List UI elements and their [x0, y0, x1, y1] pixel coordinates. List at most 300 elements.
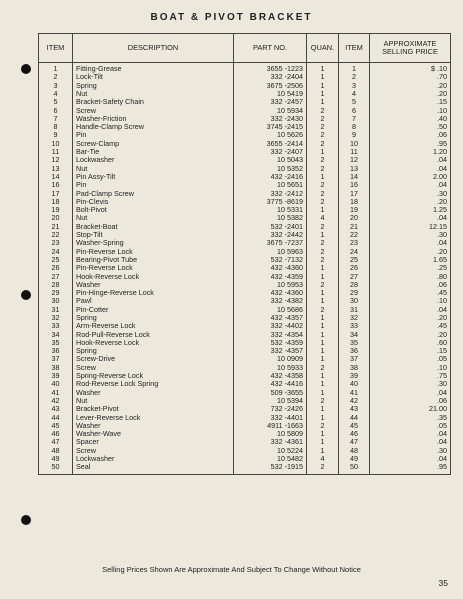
part-number-cell: 10 5963: [234, 248, 307, 256]
item-cell-2: 22: [339, 231, 370, 239]
header-part-no: PART NO.: [234, 34, 307, 63]
price-cell: .15: [370, 98, 451, 106]
quantity-cell: 1: [307, 347, 339, 355]
item-cell-2: 11: [339, 148, 370, 156]
description-cell: Nut: [73, 90, 234, 98]
item-cell: 42: [39, 397, 73, 405]
part-number-cell: 10 5809: [234, 430, 307, 438]
price-cell: .15: [370, 347, 451, 355]
part-number-cell: 3675 -7237: [234, 239, 307, 247]
part-number-cell: 332 -4357: [234, 347, 307, 355]
description-cell: Nut: [73, 165, 234, 173]
quantity-cell: 2: [307, 463, 339, 474]
part-number-cell: 332 -2412: [234, 189, 307, 197]
price-cell: 1.25: [370, 206, 451, 214]
quantity-cell: 1: [307, 297, 339, 305]
item-cell: 37: [39, 355, 73, 363]
item-cell-2: 5: [339, 98, 370, 106]
item-cell-2: 49: [339, 455, 370, 463]
part-number-cell: 332 -2404: [234, 73, 307, 81]
quantity-cell: 4: [307, 455, 339, 463]
description-cell: Spring: [73, 82, 234, 90]
item-cell: 7: [39, 115, 73, 123]
table-row: [39, 389, 451, 397]
page-number: 35: [438, 578, 448, 588]
item-cell-2: 3: [339, 82, 370, 90]
table-row: [39, 364, 451, 372]
item-cell-2: 47: [339, 438, 370, 446]
description-cell: Bracket-Safety Chain: [73, 98, 234, 106]
item-cell-2: 2: [339, 73, 370, 81]
table-row: [39, 63, 451, 74]
table-row: [39, 156, 451, 164]
quantity-cell: 4: [307, 214, 339, 222]
part-number-cell: 432 -4358: [234, 372, 307, 380]
item-cell-2: 25: [339, 256, 370, 264]
item-cell: 38: [39, 364, 73, 372]
price-cell: .10: [370, 106, 451, 114]
description-cell: Pin: [73, 181, 234, 189]
item-cell-2: 7: [339, 115, 370, 123]
item-cell: 44: [39, 413, 73, 421]
item-cell: 28: [39, 281, 73, 289]
description-cell: Lever-Reverse Lock: [73, 413, 234, 421]
item-cell: 35: [39, 339, 73, 347]
quantity-cell: 2: [307, 198, 339, 206]
item-cell-2: 26: [339, 264, 370, 272]
price-cell: .04: [370, 214, 451, 222]
item-cell: 8: [39, 123, 73, 131]
price-cell: .04: [370, 430, 451, 438]
quantity-cell: 2: [307, 364, 339, 372]
item-cell-2: 23: [339, 239, 370, 247]
part-number-cell: 432 -2416: [234, 173, 307, 181]
part-number-cell: 10 5953: [234, 281, 307, 289]
quantity-cell: 2: [307, 306, 339, 314]
quantity-cell: 1: [307, 82, 339, 90]
price-cell: .45: [370, 289, 451, 297]
quantity-cell: 2: [307, 156, 339, 164]
price-cell: 21.00: [370, 405, 451, 413]
binder-hole-bottom: [21, 515, 31, 525]
price-cell: .20: [370, 331, 451, 339]
item-cell: 19: [39, 206, 73, 214]
description-cell: Stop-Tilt: [73, 231, 234, 239]
quantity-cell: 2: [307, 131, 339, 139]
description-cell: Seal: [73, 463, 234, 474]
part-number-cell: 332 -4402: [234, 322, 307, 330]
description-cell: Washer: [73, 422, 234, 430]
parts-table: [38, 33, 451, 475]
table-row: [39, 430, 451, 438]
price-cell: .60: [370, 339, 451, 347]
table-row: [39, 297, 451, 305]
table-row: [39, 272, 451, 280]
item-cell: 14: [39, 173, 73, 181]
quantity-cell: 2: [307, 140, 339, 148]
price-cell: .04: [370, 181, 451, 189]
item-cell-2: 27: [339, 272, 370, 280]
price-cell: .20: [370, 314, 451, 322]
item-cell: 9: [39, 131, 73, 139]
quantity-cell: 1: [307, 438, 339, 446]
part-number-cell: 332 -4382: [234, 297, 307, 305]
part-number-cell: 3775 -8619: [234, 198, 307, 206]
table-row: [39, 140, 451, 148]
price-cell: .20: [370, 248, 451, 256]
part-number-cell: 10 5482: [234, 455, 307, 463]
item-cell-2: 17: [339, 189, 370, 197]
part-number-cell: 509 -3655: [234, 389, 307, 397]
quantity-cell: 1: [307, 372, 339, 380]
item-cell-2: 6: [339, 106, 370, 114]
quantity-cell: 2: [307, 165, 339, 173]
description-cell: Bracket-Boat: [73, 223, 234, 231]
table-row: [39, 256, 451, 264]
price-cell: .30: [370, 447, 451, 455]
quantity-cell: 2: [307, 115, 339, 123]
item-cell: 10: [39, 140, 73, 148]
price-cell: .20: [370, 82, 451, 90]
item-cell-2: 34: [339, 331, 370, 339]
table-row: [39, 438, 451, 446]
quantity-cell: 1: [307, 98, 339, 106]
item-cell: 5: [39, 98, 73, 106]
price-cell: 1.65: [370, 256, 451, 264]
table-row: [39, 165, 451, 173]
page-title: BOAT & PIVOT BRACKET: [150, 12, 313, 23]
quantity-cell: 1: [307, 339, 339, 347]
quantity-cell: 1: [307, 380, 339, 388]
price-cell: 1.20: [370, 148, 451, 156]
binder-hole-middle: [21, 290, 31, 300]
table-row: [39, 73, 451, 81]
part-number-cell: 532 -4359: [234, 339, 307, 347]
quantity-cell: 1: [307, 289, 339, 297]
item-cell-2: 44: [339, 413, 370, 421]
description-cell: Bar-Tie: [73, 148, 234, 156]
price-cell: 2.00: [370, 173, 451, 181]
part-number-cell: 10 5651: [234, 181, 307, 189]
quantity-cell: 2: [307, 223, 339, 231]
part-number-cell: 332 -4354: [234, 331, 307, 339]
description-cell: Washer: [73, 281, 234, 289]
price-cell: .06: [370, 281, 451, 289]
item-cell: 40: [39, 380, 73, 388]
table-row: [39, 123, 451, 131]
description-cell: Screw-Clamp: [73, 140, 234, 148]
description-cell: Pin-Reverse Lock: [73, 264, 234, 272]
price-cell: .06: [370, 397, 451, 405]
part-number-cell: 10 5224: [234, 447, 307, 455]
description-cell: Spring: [73, 347, 234, 355]
quantity-cell: 2: [307, 106, 339, 114]
quantity-cell: 1: [307, 389, 339, 397]
table-row: [39, 239, 451, 247]
quantity-cell: 1: [307, 90, 339, 98]
item-cell-2: 43: [339, 405, 370, 413]
table-row: [39, 314, 451, 322]
table-row: [39, 98, 451, 106]
part-number-cell: 10 5394: [234, 397, 307, 405]
price-cell: .30: [370, 380, 451, 388]
item-cell-2: 38: [339, 364, 370, 372]
quantity-cell: 1: [307, 173, 339, 181]
part-number-cell: 332 -2457: [234, 98, 307, 106]
part-number-cell: 10 5626: [234, 131, 307, 139]
item-cell: 20: [39, 214, 73, 222]
description-cell: Bolt-Pivot: [73, 206, 234, 214]
item-cell: 11: [39, 148, 73, 156]
table-row: [39, 372, 451, 380]
item-cell: 12: [39, 156, 73, 164]
quantity-cell: 1: [307, 206, 339, 214]
item-cell-2: 21: [339, 223, 370, 231]
part-number-cell: 10 5933: [234, 364, 307, 372]
description-cell: Bracket-Pivot: [73, 405, 234, 413]
part-number-cell: 3655 -1223: [234, 63, 307, 74]
item-cell: 33: [39, 322, 73, 330]
description-cell: Bearing-Pivot Tube: [73, 256, 234, 264]
table-row: [39, 106, 451, 114]
quantity-cell: 1: [307, 413, 339, 421]
item-cell: 49: [39, 455, 73, 463]
description-cell: Lockwasher: [73, 156, 234, 164]
quantity-cell: 2: [307, 248, 339, 256]
header-item: ITEM: [39, 34, 73, 63]
table-row: [39, 264, 451, 272]
description-cell: Nut: [73, 397, 234, 405]
item-cell: 46: [39, 430, 73, 438]
description-cell: Pin-Clevis: [73, 198, 234, 206]
item-cell: 17: [39, 189, 73, 197]
description-cell: Screw: [73, 364, 234, 372]
part-number-cell: 532 -2401: [234, 223, 307, 231]
quantity-cell: 2: [307, 239, 339, 247]
item-cell: 34: [39, 331, 73, 339]
table-row: [39, 331, 451, 339]
item-cell: 21: [39, 223, 73, 231]
item-cell: 32: [39, 314, 73, 322]
quantity-cell: 2: [307, 281, 339, 289]
description-cell: Pin-Reverse Lock: [73, 248, 234, 256]
item-cell: 22: [39, 231, 73, 239]
item-cell-2: 39: [339, 372, 370, 380]
part-number-cell: 10 5419: [234, 90, 307, 98]
description-cell: Pin Assy-Tilt: [73, 173, 234, 181]
table-row: [39, 248, 451, 256]
price-cell: .35: [370, 413, 451, 421]
item-cell-2: 48: [339, 447, 370, 455]
quantity-cell: 1: [307, 272, 339, 280]
table-row: [39, 82, 451, 90]
quantity-cell: 1: [307, 447, 339, 455]
table-row: [39, 189, 451, 197]
description-cell: Washer-Spring: [73, 239, 234, 247]
item-cell-2: 46: [339, 430, 370, 438]
item-cell-2: 37: [339, 355, 370, 363]
part-number-cell: 432 -4357: [234, 314, 307, 322]
price-cell: .10: [370, 364, 451, 372]
table-row: [39, 214, 451, 222]
item-cell-2: 14: [339, 173, 370, 181]
header-price: APPROXIMATE SELLING PRICE: [370, 34, 451, 63]
price-cell: .04: [370, 389, 451, 397]
description-cell: Rod-Pull-Reverse Lock: [73, 331, 234, 339]
item-cell: 50: [39, 463, 73, 474]
price-cell: .70: [370, 73, 451, 81]
table-row: [39, 173, 451, 181]
item-cell: 6: [39, 106, 73, 114]
description-cell: Spring-Reverse Lock: [73, 372, 234, 380]
table-header-row: [39, 34, 451, 63]
table-row: [39, 322, 451, 330]
part-number-cell: 10 0909: [234, 355, 307, 363]
table-row: [39, 380, 451, 388]
item-cell-2: 24: [339, 248, 370, 256]
item-cell-2: 20: [339, 214, 370, 222]
header-quantity: QUAN.: [307, 34, 339, 63]
table-row: [39, 148, 451, 156]
quantity-cell: 2: [307, 256, 339, 264]
price-cell: .04: [370, 306, 451, 314]
item-cell-2: 13: [339, 165, 370, 173]
item-cell: 26: [39, 264, 73, 272]
item-cell: 30: [39, 297, 73, 305]
item-cell: 18: [39, 198, 73, 206]
item-cell-2: 4: [339, 90, 370, 98]
item-cell: 29: [39, 289, 73, 297]
price-cell: .95: [370, 463, 451, 474]
part-number-cell: 4911 -1663: [234, 422, 307, 430]
table-row: [39, 455, 451, 463]
description-cell: Lock-Tilt: [73, 73, 234, 81]
item-cell-2: 41: [339, 389, 370, 397]
price-cell: .20: [370, 90, 451, 98]
part-number-cell: 432 -4360: [234, 289, 307, 297]
quantity-cell: 2: [307, 189, 339, 197]
table-row: [39, 90, 451, 98]
description-cell: Pin-Hinge-Reverse Lock: [73, 289, 234, 297]
description-cell: Washer-Friction: [73, 115, 234, 123]
price-cell: .20: [370, 198, 451, 206]
item-cell-2: 45: [339, 422, 370, 430]
description-cell: Washer-Wave: [73, 430, 234, 438]
description-cell: Screw-Drive: [73, 355, 234, 363]
price-cell: .05: [370, 422, 451, 430]
part-number-cell: 332 -2407: [234, 148, 307, 156]
item-cell: 31: [39, 306, 73, 314]
item-cell: 2: [39, 73, 73, 81]
part-number-cell: 532 -1915: [234, 463, 307, 474]
footer-note: Selling Prices Shown Are Approximate And Subject To Change Without Notice: [102, 565, 361, 574]
description-cell: Pin-Cotter: [73, 306, 234, 314]
description-cell: Spring: [73, 314, 234, 322]
table-row: [39, 131, 451, 139]
table-row: [39, 463, 451, 474]
item-cell: 4: [39, 90, 73, 98]
item-cell-2: 18: [339, 198, 370, 206]
item-cell-2: 50: [339, 463, 370, 474]
table-row: [39, 223, 451, 231]
description-cell: Pad-Clamp Screw: [73, 189, 234, 197]
quantity-cell: 2: [307, 422, 339, 430]
table-row: [39, 115, 451, 123]
price-cell: .75: [370, 372, 451, 380]
price-cell: .80: [370, 272, 451, 280]
description-cell: Washer: [73, 389, 234, 397]
item-cell: 13: [39, 165, 73, 173]
item-cell-2: 40: [339, 380, 370, 388]
description-cell: Fitting-Grease: [73, 63, 234, 74]
quantity-cell: 1: [307, 148, 339, 156]
item-cell-2: 10: [339, 140, 370, 148]
item-cell: 1: [39, 63, 73, 74]
table-row: [39, 281, 451, 289]
item-cell: 47: [39, 438, 73, 446]
part-number-cell: 10 5352: [234, 165, 307, 173]
table-row: [39, 206, 451, 214]
quantity-cell: 2: [307, 397, 339, 405]
part-number-cell: 3655 -2414: [234, 140, 307, 148]
price-cell: .04: [370, 165, 451, 173]
part-number-cell: 3675 -2506: [234, 82, 307, 90]
price-cell: .04: [370, 239, 451, 247]
item-cell: 48: [39, 447, 73, 455]
item-cell-2: 8: [339, 123, 370, 131]
item-cell-2: 9: [339, 131, 370, 139]
header-description: DESCRIPTION: [73, 34, 234, 63]
quantity-cell: 1: [307, 322, 339, 330]
price-cell: .40: [370, 115, 451, 123]
item-cell-2: 16: [339, 181, 370, 189]
description-cell: Arm-Reverse Lock: [73, 322, 234, 330]
item-cell-2: 32: [339, 314, 370, 322]
description-cell: Lockwasher: [73, 455, 234, 463]
item-cell-2: 31: [339, 306, 370, 314]
item-cell-2: 42: [339, 397, 370, 405]
description-cell: Pawl: [73, 297, 234, 305]
item-cell-2: 1: [339, 63, 370, 74]
description-cell: Handle-Clamp Screw: [73, 123, 234, 131]
item-cell-2: 29: [339, 289, 370, 297]
price-cell: .04: [370, 455, 451, 463]
part-number-cell: 332 -4361: [234, 438, 307, 446]
quantity-cell: 1: [307, 331, 339, 339]
item-cell: 25: [39, 256, 73, 264]
table-row: [39, 198, 451, 206]
price-cell: .25: [370, 264, 451, 272]
item-cell: 23: [39, 239, 73, 247]
part-number-cell: 432 -4360: [234, 264, 307, 272]
description-cell: Screw: [73, 447, 234, 455]
item-cell: 24: [39, 248, 73, 256]
item-cell-2: 35: [339, 339, 370, 347]
item-cell: 45: [39, 422, 73, 430]
price-cell: .30: [370, 189, 451, 197]
price-cell: .10: [370, 297, 451, 305]
part-number-cell: 10 5686: [234, 306, 307, 314]
table-row: [39, 413, 451, 421]
quantity-cell: 1: [307, 430, 339, 438]
item-cell-2: 33: [339, 322, 370, 330]
item-cell-2: 36: [339, 347, 370, 355]
part-number-cell: 532 -7132: [234, 256, 307, 264]
price-cell: .45: [370, 322, 451, 330]
price-cell: .05: [370, 355, 451, 363]
item-cell-2: 19: [339, 206, 370, 214]
quantity-cell: 2: [307, 123, 339, 131]
